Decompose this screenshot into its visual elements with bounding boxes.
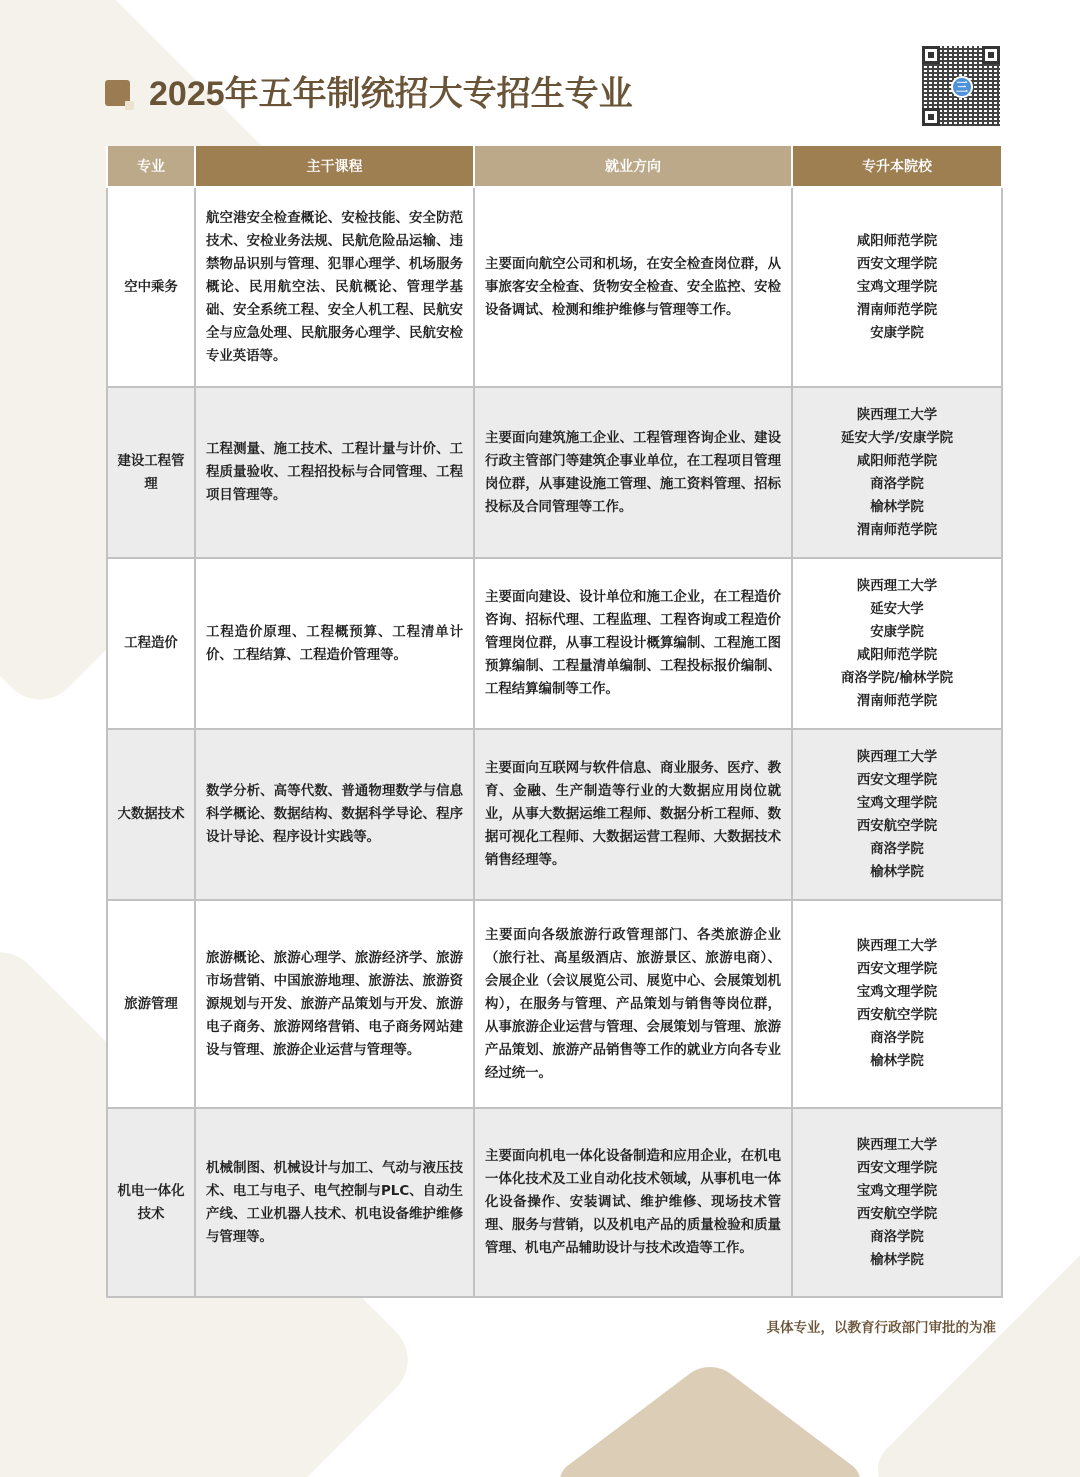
qr-finder-icon bbox=[922, 108, 940, 126]
table-header-row bbox=[107, 146, 1002, 187]
courses-cell: 工程造价原理、工程概预算、工程清单计价、工程结算、工程造价管理等。 bbox=[195, 558, 474, 729]
table-row bbox=[107, 900, 1002, 1108]
qr-finder-icon bbox=[922, 46, 940, 64]
school-name: 榆林学院 bbox=[870, 864, 924, 880]
school-name: 咸阳师范学院 bbox=[856, 233, 938, 249]
table-row bbox=[107, 729, 1002, 900]
school-name: 商洛学院 bbox=[870, 1229, 924, 1245]
major-cell: 建设工程管理 bbox=[107, 387, 195, 558]
career-cell: 主要面向建设、设计单位和施工企业，在工程造价咨询、招标代理、工程监理、工程咨询或工程造价管理岗位群，从事工程设计概算编制、工程施工图预算编制、工程量清单编制、工程投标报价编制、工程结算编制等工作。 bbox=[474, 558, 792, 729]
table-row bbox=[107, 387, 1002, 558]
page-title: 2025年五年制统招大专招生专业 bbox=[149, 75, 633, 113]
courses-cell: 机械制图、机械设计与加工、气动与液压技术、电工与电子、电气控制与PLC、自动生产线、工业机器人技术、机电设备维护维修与管理等。 bbox=[195, 1108, 474, 1297]
courses-cell: 航空港安全检查概论、安检技能、安全防范技术、安检业务法规、民航危险品运输、违禁物品识别与管理、犯罪心理学、机场服务概论、民用航空法、民航概论、管理学基础、安全系统工程、安全人机工程、民航安全与应急处理、民航服务心理学、民航安检专业英语等。 bbox=[195, 187, 474, 387]
majors-table bbox=[106, 146, 1003, 1298]
header-major: 专业 bbox=[107, 146, 195, 187]
title-square-icon bbox=[105, 76, 131, 106]
schools-cell bbox=[792, 558, 1002, 729]
background-accent-shape bbox=[549, 1358, 872, 1477]
school-name: 西安航空学院 bbox=[856, 818, 938, 834]
header-career: 就业方向 bbox=[474, 146, 792, 187]
school-name: 宝鸡文理学院 bbox=[856, 279, 938, 295]
school-name: 西安航空学院 bbox=[856, 1008, 938, 1023]
school-name: 陕西理工大学 bbox=[856, 578, 938, 594]
career-cell: 主要面向各级旅游行政管理部门、各类旅游企业（旅行社、高星级酒店、旅游景区、旅游电商）、会展企业（会议展览公司、展览中心、会展策划机构），在服务与管理、产品策划与销售等岗位群，从事旅游企业运营与管理、会展策划与管理、旅游产品策划、旅游产品销售等工作的就业方向各专业经过统一。 bbox=[474, 900, 792, 1108]
school-name: 榆林学院 bbox=[870, 1252, 924, 1268]
career-cell: 主要面向航空公司和机场，在安全检查岗位群，从事旅客安全检查、货物安全检查、安全监控、安检设备调试、检测和维护维修与管理等工作。 bbox=[474, 187, 792, 387]
header-schools: 专升本院校 bbox=[792, 146, 1002, 187]
school-name: 安康学院 bbox=[870, 325, 924, 341]
schools-cell bbox=[792, 900, 1002, 1108]
school-name: 西安文理学院 bbox=[856, 256, 938, 272]
school-name: 渭南师范学院 bbox=[856, 302, 938, 318]
school-name: 延安大学/安康学院 bbox=[840, 430, 953, 446]
courses-cell: 旅游概论、旅游心理学、旅游经济学、旅游市场营销、中国旅游地理、旅游法、旅游资源规划与开发、旅游产品策划与开发、旅游电子商务、旅游网络营销、电子商务网站建设与管理、旅游企业运营与管理等。 bbox=[195, 900, 474, 1108]
school-name: 陕西理工大学 bbox=[856, 1137, 938, 1153]
qr-logo-icon: 三 bbox=[951, 76, 973, 98]
school-name: 商洛学院 bbox=[870, 1031, 924, 1046]
schools-cell bbox=[792, 387, 1002, 558]
career-cell: 主要面向互联网与软件信息、商业服务、医疗、教育、金融、生产制造等行业的大数据应用岗位就业，从事大数据运维工程师、数据分析工程师、数据可视化工程师、大数据运营工程师、大数据技术销售经理等。 bbox=[474, 729, 792, 900]
major-cell: 大数据技术 bbox=[107, 729, 195, 900]
school-name: 陕西理工大学 bbox=[856, 749, 938, 765]
school-name: 西安文理学院 bbox=[856, 772, 938, 788]
schools-cell bbox=[792, 729, 1002, 900]
career-cell: 主要面向建筑施工企业、工程管理咨询企业、建设行政主管部门等建筑企事业单位，在工程项目管理岗位群，从事建设施工管理、施工资料管理、招标投标及合同管理等工作。 bbox=[474, 387, 792, 558]
school-name: 商洛学院 bbox=[870, 476, 924, 492]
courses-cell: 数学分析、高等代数、普通物理数学与信息科学概论、数据结构、数据科学导论、程序设计导论、程序设计实践等。 bbox=[195, 729, 474, 900]
courses-cell: 工程测量、施工技术、工程计量与计价、工程质量验收、工程招投标与合同管理、工程项目管理等。 bbox=[195, 387, 474, 558]
school-name: 宝鸡文理学院 bbox=[856, 985, 938, 1000]
major-cell: 空中乘务 bbox=[107, 187, 195, 387]
school-name: 榆林学院 bbox=[870, 499, 924, 515]
schools-cell bbox=[792, 187, 1002, 387]
page-header bbox=[105, 66, 633, 115]
school-name: 延安大学 bbox=[870, 601, 924, 617]
school-name: 商洛学院/榆林学院 bbox=[840, 670, 953, 686]
school-name: 陕西理工大学 bbox=[856, 407, 938, 423]
table-row bbox=[107, 187, 1002, 387]
table-row bbox=[107, 558, 1002, 729]
footnote: 具体专业，以教育行政部门审批的为准 bbox=[766, 1320, 996, 1336]
qr-finder-icon bbox=[982, 46, 1000, 64]
school-name: 宝鸡文理学院 bbox=[856, 1183, 938, 1199]
school-name: 安康学院 bbox=[870, 624, 924, 640]
school-name: 渭南师范学院 bbox=[856, 522, 938, 538]
school-name: 咸阳师范学院 bbox=[856, 453, 938, 469]
school-name: 咸阳师范学院 bbox=[856, 647, 938, 663]
schools-cell bbox=[792, 1108, 1002, 1297]
school-name: 西安文理学院 bbox=[856, 962, 938, 977]
school-name: 西安航空学院 bbox=[856, 1206, 938, 1222]
school-name: 榆林学院 bbox=[870, 1054, 924, 1069]
header-courses: 主干课程 bbox=[195, 146, 474, 187]
major-cell: 旅游管理 bbox=[107, 900, 195, 1108]
career-cell: 主要面向机电一体化设备制造和应用企业，在机电一体化技术及工业自动化技术领域，从事机电一体化设备操作、安装调试、维护维修、现场技术管理、服务与营销，以及机电产品的质量检验和质量管理、机电产品辅助设计与技术改造等工作。 bbox=[474, 1108, 792, 1297]
school-name: 宝鸡文理学院 bbox=[856, 795, 938, 811]
school-name: 商洛学院 bbox=[870, 841, 924, 857]
table-row bbox=[107, 1108, 1002, 1297]
school-name: 西安文理学院 bbox=[856, 1160, 938, 1176]
qr-code-icon bbox=[922, 46, 1000, 126]
school-name: 渭南师范学院 bbox=[856, 693, 938, 709]
school-name: 陕西理工大学 bbox=[856, 939, 938, 954]
major-cell: 机电一体化技术 bbox=[107, 1108, 195, 1297]
major-cell: 工程造价 bbox=[107, 558, 195, 729]
